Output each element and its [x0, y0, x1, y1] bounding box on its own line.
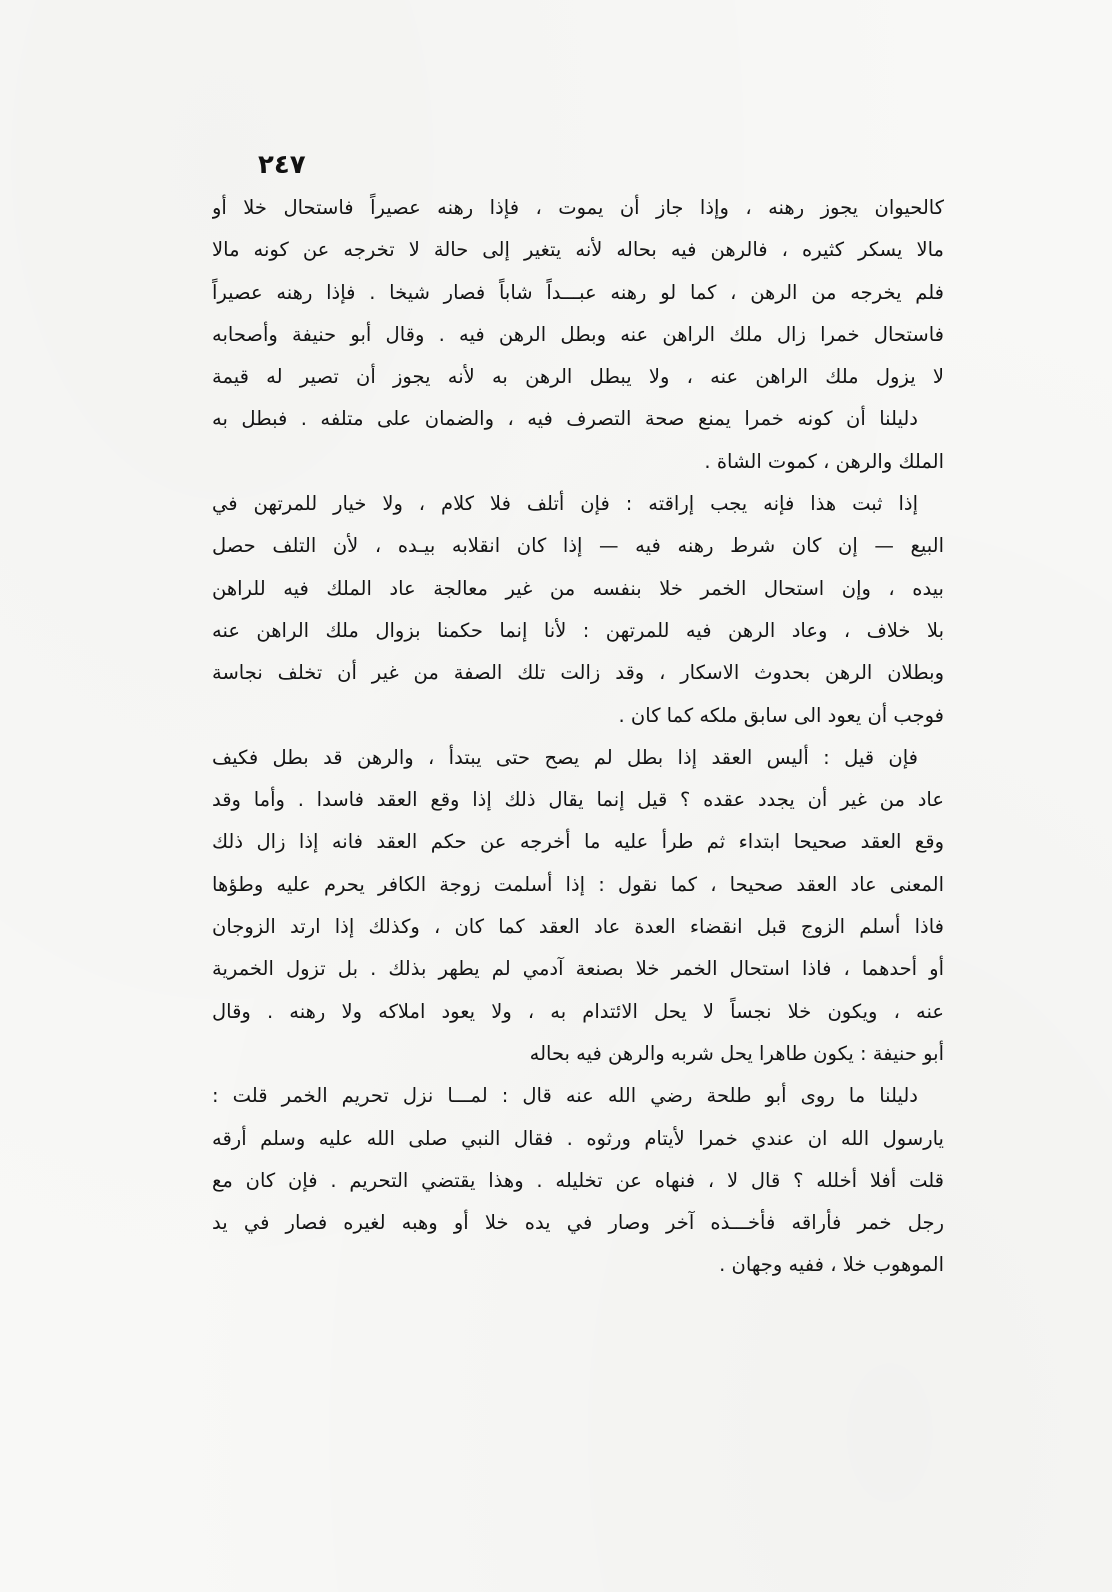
text-line: عنه ، ويكون خلا نجساً لا يحل الائتدام به ، ولا يعود املاكه ولا رهنه . وقال — [212, 999, 944, 1023]
text-line: فوجب أن يعود الى سابق ملكه كما كان . — [618, 703, 944, 727]
text-line: بيده ، وإن استحال الخمر خلا بنفسه من غير معالجة عاد الملك فيه للراهن — [212, 576, 944, 600]
text-line: مالا يسكر كثيره ، فالرهن فيه بحاله لأنه يتغير إلى حالة لا تخرجه عن كونه مالا — [212, 238, 944, 262]
text-line: كالحيوان يجوز رهنه ، وإذا جاز أن يموت ، فإذا رهنه عصيراً فاستحال خلا أو — [212, 196, 944, 219]
text-line: فاستحال خمرا زال ملك الراهن عنه وبطل الرهن فيه . وقال أبو حنيفة وأصحابه — [212, 322, 944, 346]
text-line: فلم يخرجه من الرهن ، كما لو رهنه عبـــداً شاباً فصار شيخا . فإذا رهنه عصيراً — [212, 280, 944, 304]
text-line: لا يزول ملك الراهن عنه ، ولا يبطل الرهن به لأنه يجوز أن تصير له قيمة — [212, 365, 944, 389]
text-line: إذا ثبت هذا فإنه يجب إراقته : فإن أتلف فلا كلام ، ولا خيار للمرتهن في — [212, 492, 918, 516]
text-line: أو أحدهما ، فاذا استحال الخمر خلا بصنعة آدمي لم يطهر بذلك . بل تزول الخمرية — [212, 957, 944, 981]
text-line: دليلنا أن كونه خمرا يمنع صحة التصرف فيه ، والضمان على متلفه . فبطل به — [212, 407, 918, 431]
text-line: أبو حنيفة : يكون طاهرا يحل شربه والرهن فيه بحاله — [529, 1041, 944, 1065]
text-line: البيع — إن كان شرط رهنه فيه — إذا كان انقلابه بيـده ، لأن التلف حصل — [212, 534, 944, 558]
text-line: وبطلان الرهن بحدوث الاسكار ، وقد زالت تلك الصفة من غير أن تخلف نجاسة — [212, 661, 944, 685]
text-line: الموهوب خلا ، ففيه وجهان . — [719, 1253, 944, 1277]
page-number: ٢٤٧ — [258, 150, 306, 180]
text-line: دليلنا ما روى أبو طلحة رضي الله عنه قال : لمـــا نزل تحريم الخمر قلت : — [212, 1084, 918, 1108]
text-line: عاد من غير أن يجدد عقده ؟ قيل إنما يقال ذلك إذا وقع العقد فاسدا . وأما وقد — [212, 788, 944, 812]
body-text — [212, 187, 944, 1287]
text-line: يارسول الله ان عندي خمرا لأيتام ورثوه . فقال النبي صلى الله عليه وسلم أرقه — [212, 1126, 944, 1150]
text-line: رجل خمر فأراقه فأخـــذه آخر وصار في يده خلا أو وهبه لغيره فصار في يد — [212, 1211, 944, 1235]
text-line: فاذا أسلم الزوج قبل انقضاء العدة عاد العقد كما كان ، وكذلك إذا ارتد الزوجان — [212, 915, 944, 939]
text-line: وقع العقد صحيحا ابتداء ثم طرأ عليه ما أخرجه عن حكم العقد فانه إذا زال ذلك — [212, 830, 944, 854]
text-line: بلا خلاف ، وعاد الرهن فيه للمرتهن : لأنا إنما حكمنا بزوال ملك الراهن عنه — [212, 618, 944, 642]
text-line: فإن قيل : أليس العقد إذا بطل لم يصح حتى يبتدأ ، والرهن قد بطل فكيف — [212, 745, 918, 769]
text-line: الملك والرهن ، كموت الشاة . — [704, 449, 944, 473]
text-line: المعنى عاد العقد صحيحا ، كما نقول : إذا أسلمت زوجة الكافر يحرم عليه وطؤها — [212, 872, 944, 896]
text-line: قلت أفلا أخلله ؟ قال لا ، فنهاه عن تخليله . وهذا يقتضي التحريم . فإن كان مع — [212, 1168, 944, 1192]
